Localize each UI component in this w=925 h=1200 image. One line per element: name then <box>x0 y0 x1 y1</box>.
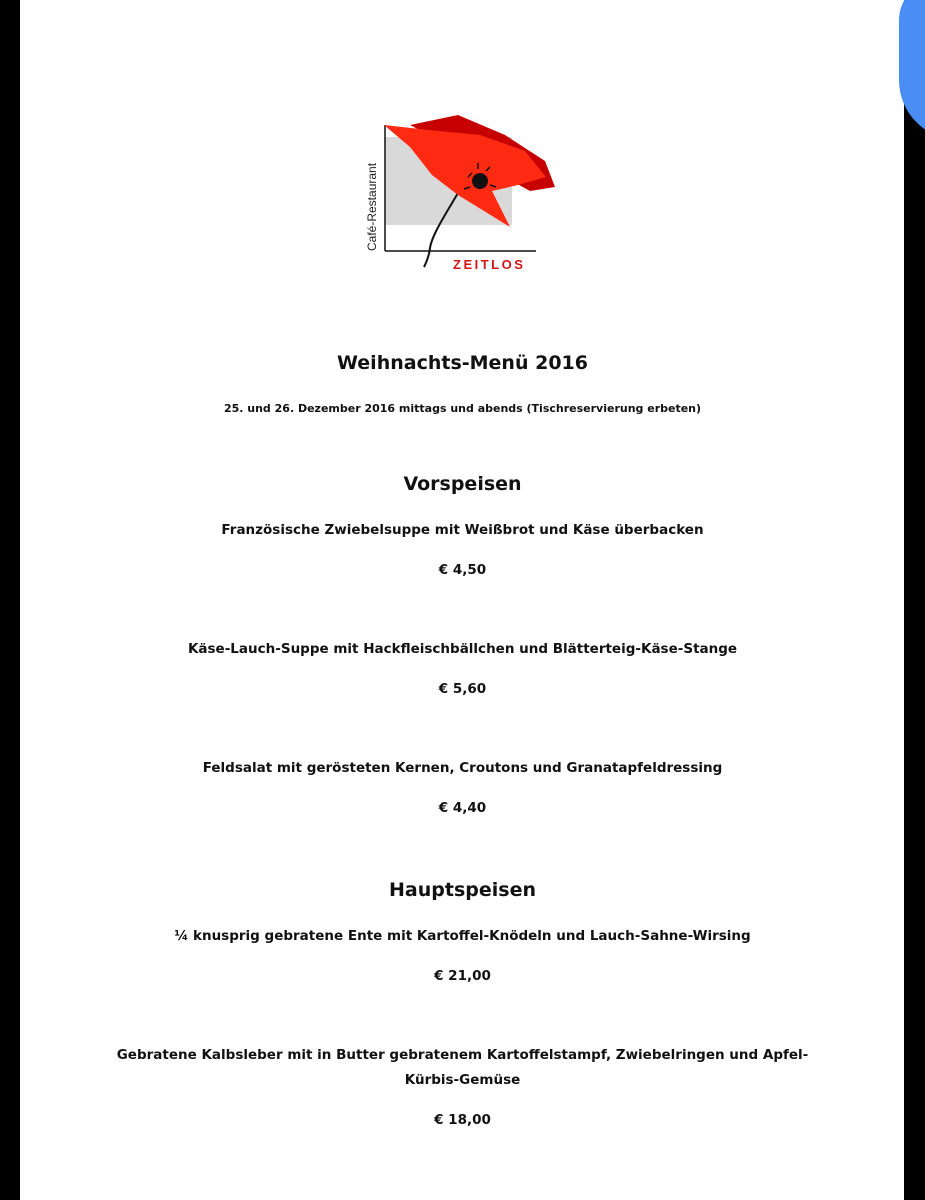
dish-price: € 4,40 <box>438 800 487 816</box>
section-heading-hauptspeisen: Hauptspeisen <box>389 879 536 901</box>
section-heading-vorspeisen: Vorspeisen <box>403 473 522 495</box>
dish-price: € 5,60 <box>438 681 487 697</box>
dish-price: € 21,00 <box>434 968 491 984</box>
menu-title: Weihnachts-Menü 2016 <box>337 352 588 374</box>
dish-name: Käse-Lauch-Suppe mit Hackfleischbällchen und Blätterteig-Käse-Stange <box>187 641 738 657</box>
dish-name-line-2: Kürbis-Gemüse <box>404 1072 521 1088</box>
dish-name: Französische Zwiebelsuppe mit Weißbrot und Käse überbacken <box>221 522 704 538</box>
logo-vertical-text: Café-Restaurant <box>365 162 379 251</box>
dish-name: ¼ knusprig gebratene Ente mit Kartoffel-Knödeln und Lauch-Sahne-Wirsing <box>174 928 751 944</box>
dish-name: Feldsalat mit gerösteten Kernen, Croutons und Granatapfeldressing <box>202 760 723 776</box>
dish-price: € 18,00 <box>434 1112 491 1128</box>
menu-subtitle: 25. und 26. Dezember 2016 mittags und abends (Tischreservierung erbeten) <box>223 402 702 415</box>
dish-name-line-1: Gebratene Kalbsleber mit in Butter gebratenem Kartoffelstampf, Zwiebelringen und Apfel- <box>116 1047 809 1063</box>
dish-price: € 4,50 <box>438 562 487 578</box>
logo-word: ZEITLOS <box>453 257 526 272</box>
